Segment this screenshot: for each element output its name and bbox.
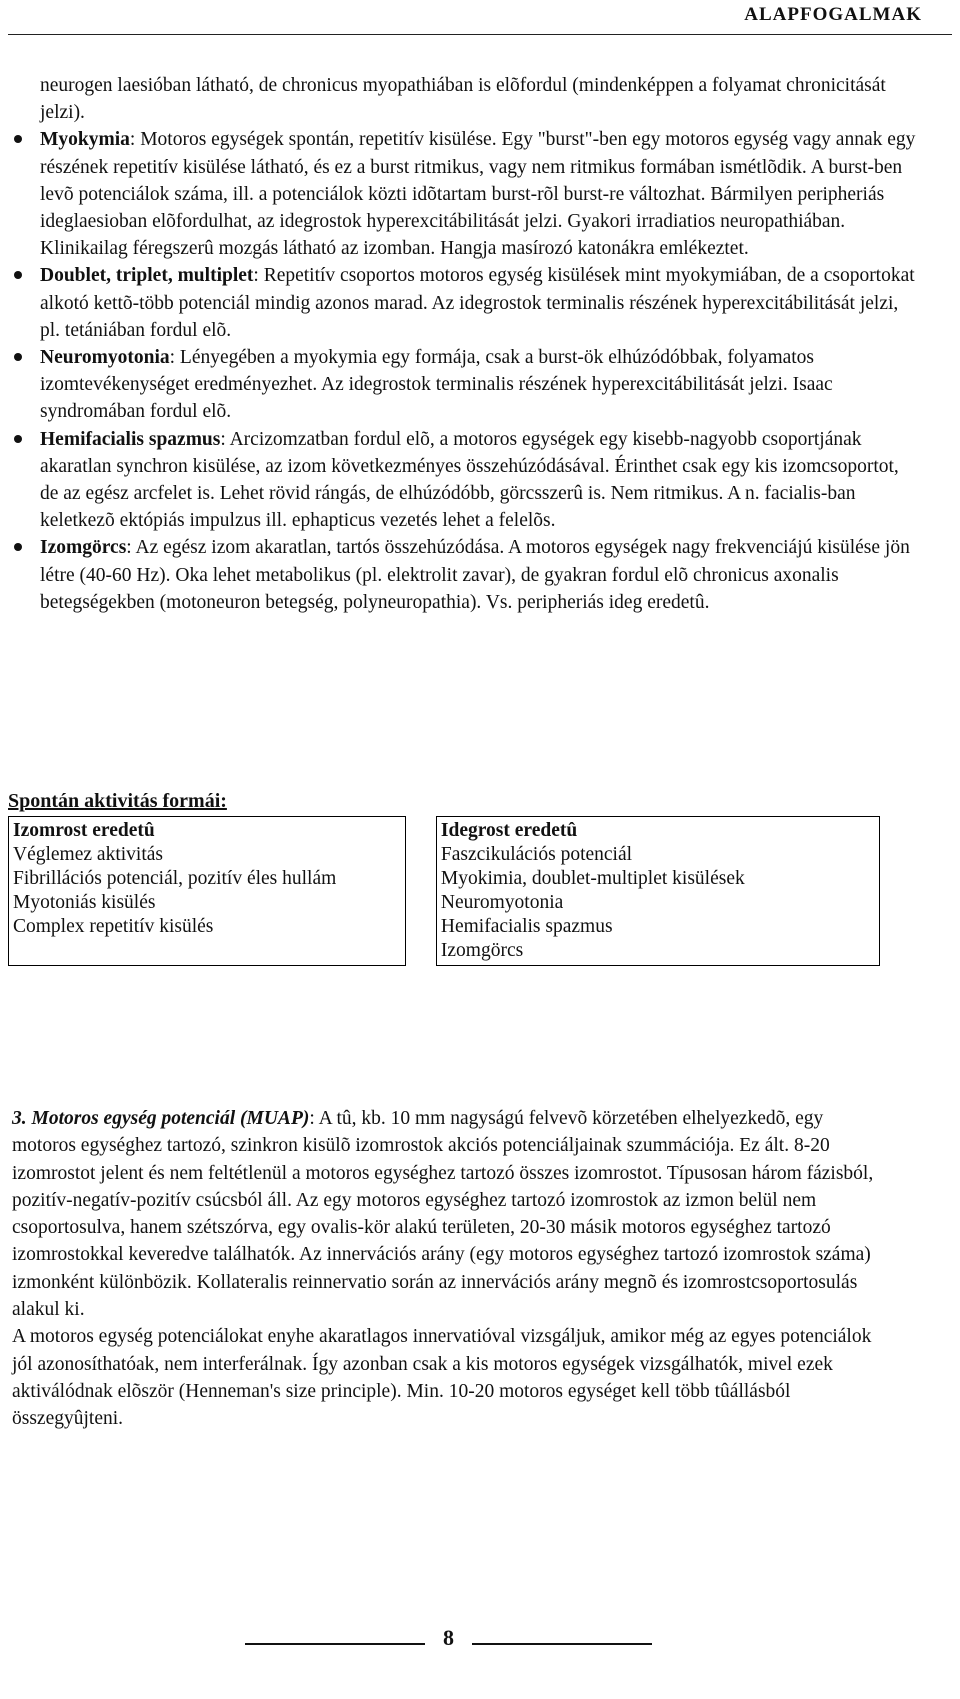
left-item: Fibrillációs potenciál, pozitív éles hullám (13, 868, 337, 889)
muap-text-1: : A tû, kb. 10 mm nagyságú felvevõ körzetében elhelyezkedõ, egy motoros egységhez tartozó, szinkron kisülõ izomrostok akciós potenciáljainak szummációja. Ez ált. 8-20 izomrostot jelent és nem feltétlenül a motoros egységhez tartozó összes izomrostot. Típusosan három fázisból, pozitív-negatív-pozitív csúcsból áll. Az egy motoros egységhez tartozó izomrostok az izmon belül nem csoportosulva, hanem szétszórva, egy ovalis-kör alakú területen, 20-30 másik motoros egységhez tartozó izomrostokkal keveredve találhatók. Az innervációs arány (egy motoros egységhez tartozó izomrostok száma) izmonként különbözik. Kollateralis reinnervatio során az innervációs arány megnõ és izomrostcsoportosulás alakul ki. (12, 1108, 874, 1321)
right-item: Neuromyotonia (440, 892, 564, 913)
bullet-text: : Repetitív csoportos motoros egység kisülések mint myokymiában, de a csoportokat alkotó kettõ-több potenciál mindig azonos marad. Az idegrostok terminalis részének hyperexcitábilitását jelzi, pl. tetániában fordul elõ. (40, 265, 915, 341)
column-header-right: Idegrost eredetû (440, 820, 578, 841)
main-content (40, 72, 920, 616)
table-cell-left (9, 817, 406, 966)
bullet-icon (14, 435, 22, 443)
bullet-item-hemifacialis (40, 426, 920, 535)
bullet-item-neuromyotonia (40, 344, 920, 426)
bullet-item-myokymia (40, 126, 920, 262)
bullet-term: Hemifacialis spazmus (40, 428, 221, 450)
footer-rule-left (245, 1643, 425, 1645)
right-item: Izomgörcs (440, 940, 524, 961)
muap-paragraph-1 (12, 1105, 882, 1323)
left-item: Myotoniás kisülés (13, 892, 156, 913)
muap-heading: 3. Motoros egység potenciál (MUAP) (12, 1108, 310, 1129)
bullet-text: : Motoros egységek spontán, repetitív kisülése. Egy "burst"-ben egy motoros egység vagy annak egy részének repetitív kisülése látható, és ez a burst ritmikus, vagy nem ritmikus formában ismétlõdik. A burst-ben levõ potenciálok száma, ill. a potenciálok közti idõtartam burst-rõl burst-re változhat. Bármilyen peripheriás ideglaesioban elõfordulhat, az idegrostok hyperexcitábilitását jelzi. Gyakori irradiatios neuropathiában. Klinikailag féregszerû mozgás látható az izomban. Hangja masírozó katonákra emlékeztet. (40, 129, 916, 260)
muap-paragraph-2: A motoros egység potenciálokat enyhe akaratlagos innervatióval vizsgáljuk, amikor még az egyes potenciálok jól azonosíthatóak, nem interferálnak. Így azonban csak a kis motoros egységek vizsgálhatók, mivel ezek aktiválódnak elõször (Henneman's size principle). Min. 10-20 motoros egységet kell több tûállásból összegyûjteni. (12, 1326, 872, 1430)
bullet-icon (14, 135, 22, 143)
bullet-text: : Az egész izom akaratlan, tartós összehúzódása. A motoros egységek nagy frekvenciájú kisülése jön létre (40-60 Hz). Oka lehet metabolikus (pl. elektrolit zavar), de gyakran fordul elõ chronicus axonalis betegségekben (motoneuron betegség, polyneuropathia). Vs. peripheriás ideg eredetû. (40, 537, 910, 613)
table-title: Spontán aktivitás formái: (8, 790, 227, 812)
footer-rule-right (472, 1643, 652, 1645)
bullet-term: Doublet, triplet, multiplet (40, 265, 254, 287)
page-number: 8 (443, 1625, 454, 1650)
right-item: Myokimia, doublet-multiplet kisülések (440, 868, 745, 889)
left-item: Véglemez aktivitás (13, 844, 163, 865)
bullet-icon (14, 271, 22, 279)
page-header (0, 0, 960, 32)
bullet-icon (14, 353, 22, 361)
bullet-item-doublet (40, 262, 920, 344)
bullet-item-izomgorcs (40, 534, 920, 616)
bullet-term: Neuromyotonia (40, 347, 170, 369)
bullet-text: : Arcizomzatban fordul elõ, a motoros egységek egy kisebb-nagyobb csoportjának akaratlan synchron kisülése, az izom következményes összehúzódásával. Érinthet csak egy kis izomcsoportot, de az egész arcfelet is. Lehet rövid rángás, de elhúzódóbb, görcsszerû is. Nem ritmikus. A n. facialis-ban keletkezõ ektópiás impulzus ill. ephapticus vezetés lehet a felelõs. (40, 428, 899, 532)
bullet-term: Myokymia (40, 129, 130, 151)
left-item: Complex repetitív kisülés (13, 916, 214, 937)
right-item: Faszcikulációs potenciál (440, 844, 633, 865)
bullet-icon (14, 543, 22, 551)
bullet-list (40, 126, 920, 616)
right-item: Hemifacialis spazmus (440, 916, 613, 937)
table-row (9, 817, 880, 966)
header-rule (8, 34, 952, 35)
muap-section (12, 1105, 882, 1433)
table-gap (406, 817, 437, 966)
header-title: ALAPFOGALMAK (744, 4, 922, 25)
bullet-text: : Lényegében a myokymia egy formája, csak a burst-ök elhúzódóbbak, folyamatos izomtevékenységet eredményezhet. Az idegrostok terminalis részének hyperexcitábilitását jelzi. Isaac syndromában fordul elõ. (40, 347, 833, 423)
intro-paragraph: neurogen laesióban látható, de chronicus myopathiában is elõfordul (mindenképpen a folyamat chronicitását jelzi). (40, 75, 886, 124)
spontaneous-activity-table (8, 816, 880, 966)
bullet-term: Izomgörcs (40, 537, 127, 559)
table-cell-right (436, 817, 879, 966)
column-header-left: Izomrost eredetû (13, 820, 155, 841)
